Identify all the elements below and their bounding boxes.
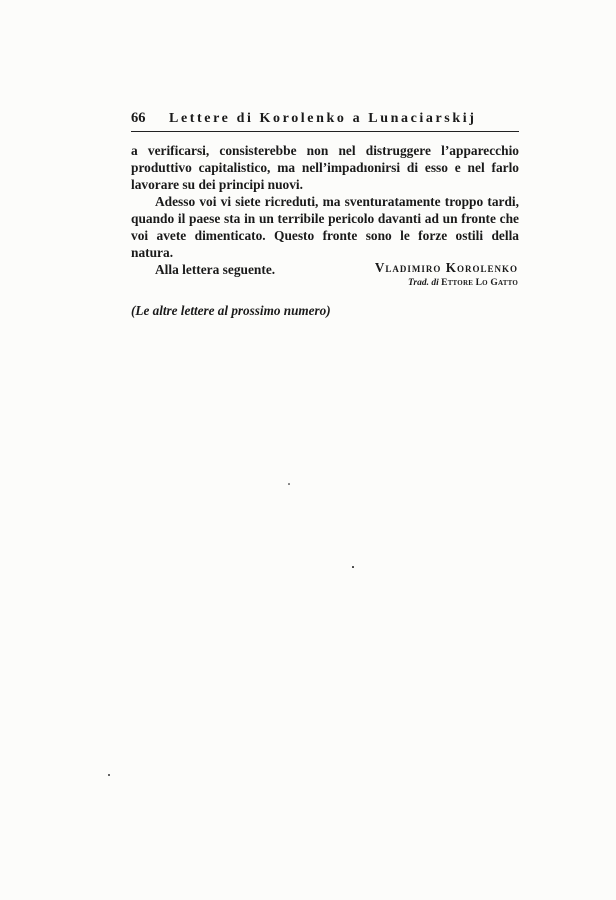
page-number: 66 [131,110,146,126]
page-header [131,110,519,130]
paragraph: Adesso voi vi siete ricreduti, ma sventuratamente troppo tardi, quando il paese sta in un terribile pericolo davanti ad un fronte che voi avete dimenticato. Questo fronte sono le forze ostili della natura. [131,194,519,260]
article-body [131,142,519,278]
paragraph-closing: Alla lettera seguente. [155,262,276,277]
header-rule [131,131,519,132]
continuation-note: (Le altre lettere al prossimo numero) [131,303,331,318]
translator-name: Ettore Lo Gatto [441,278,518,288]
translator-prefix: Trad. di [407,278,439,288]
translator-credit [375,278,518,288]
signature-block [375,260,518,288]
paragraph-continuation: a verificarsi, consisterebbe non nel distruggere l’apparecchio produttivo capitalistico, ma nell’impadıonirsi di esso e nel farlo lavorare su dei principi nuovi. [131,143,519,192]
running-head: Lettere di Korolenko a Lunaciarskij [169,111,477,126]
paper-speck [352,566,354,568]
paper-speck [288,483,290,485]
paper-speck [108,774,110,776]
author-name: Vladimiro Korolenko [374,260,518,275]
